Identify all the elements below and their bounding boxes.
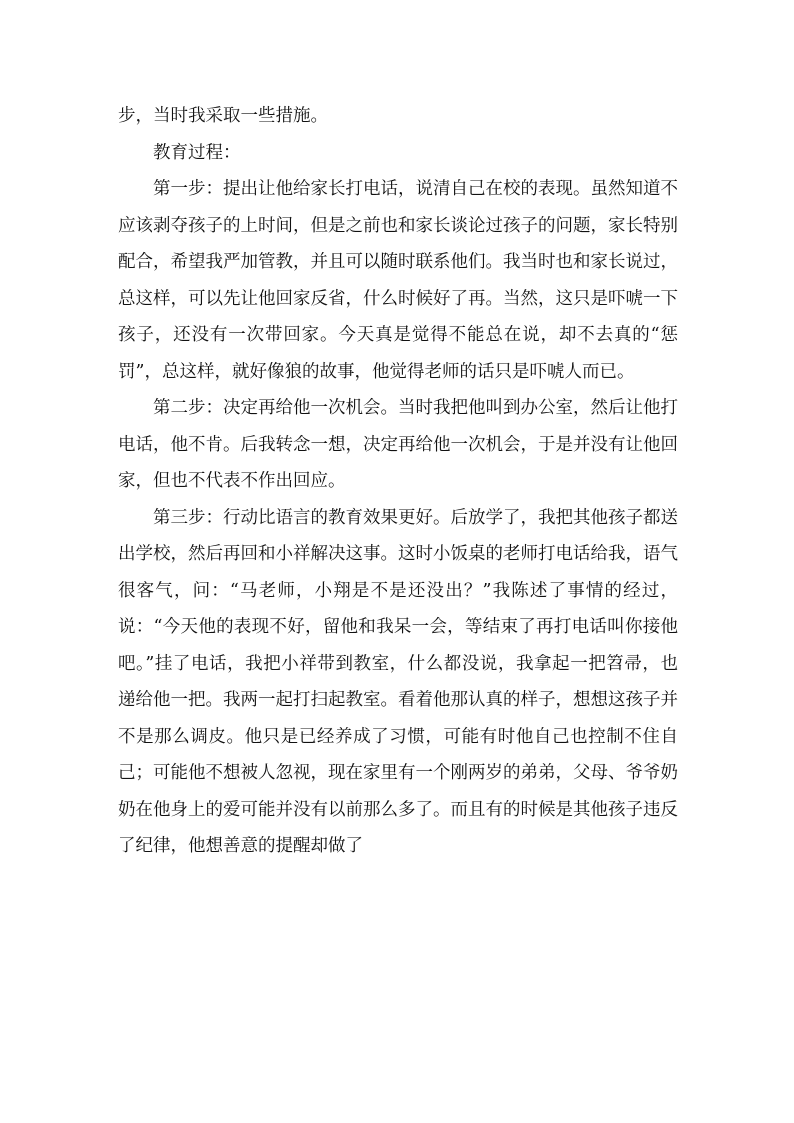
paragraph-step-three: 第三步：行动比语言的教育效果更好。后放学了，我把其他孩子都送出学校，然后再回和小祥解决这事。这时小饭桌的老师打电话给我，语气很客气，问：“马老师，小翔是不是还没出？”我陈述了事情的经过，说：“今天他的表现不好，留他和我呆一会，等结束了再打电话叫你接他吧。”挂了电话，我把小祥带到教室，什么都没说，我拿起一把笤帚，也递给他一把。我两一起打扫起教室。看着他那认真的样子，想想这孩子并不是那么调皮。他只是已经养成了习惯，可能有时他自己也控制不住自己；可能他不想被人忽视，现在家里有一个刚两岁的弟弟，父母、爷爷奶奶在他身上的爱可能并没有以前那么多了。而且有的时候是其他孩子违反了纪律，他想善意的提醒却做了 [118,507,678,856]
paragraph-education-process-heading: 教育过程： [153,142,241,163]
paragraph-step-one: 第一步：提出让他给家长打电话，说清自己在校的表现。虽然知道不应该剥夺孩子的上时间，但是之前也和家长谈论过孩子的问题，家长特别配合，希望我严加管教，并且可以随时联系他们。我当时也和家长说过，总这样，可以先让他回家反省，什么时候好了再。当然，这只是吓唬一下孩子，还没有一次带回家。今天真是觉得不能总在说，却不去真的“惩罚”，总这样，就好像狼的故事，他觉得老师的话只是吓唬人而已。 [118,179,678,382]
paragraph-continuation: 步，当时我采取一些措施。 [118,106,328,126]
paragraph-step-two: 第二步：决定再给他一次机会。当时我把他叫到办公室，然后让他打电话，他不肯。后我转念一想，决定再给他一次机会，于是并没有让他回家，但也不代表不作出回应。 [118,398,678,491]
document-body [118,98,678,865]
